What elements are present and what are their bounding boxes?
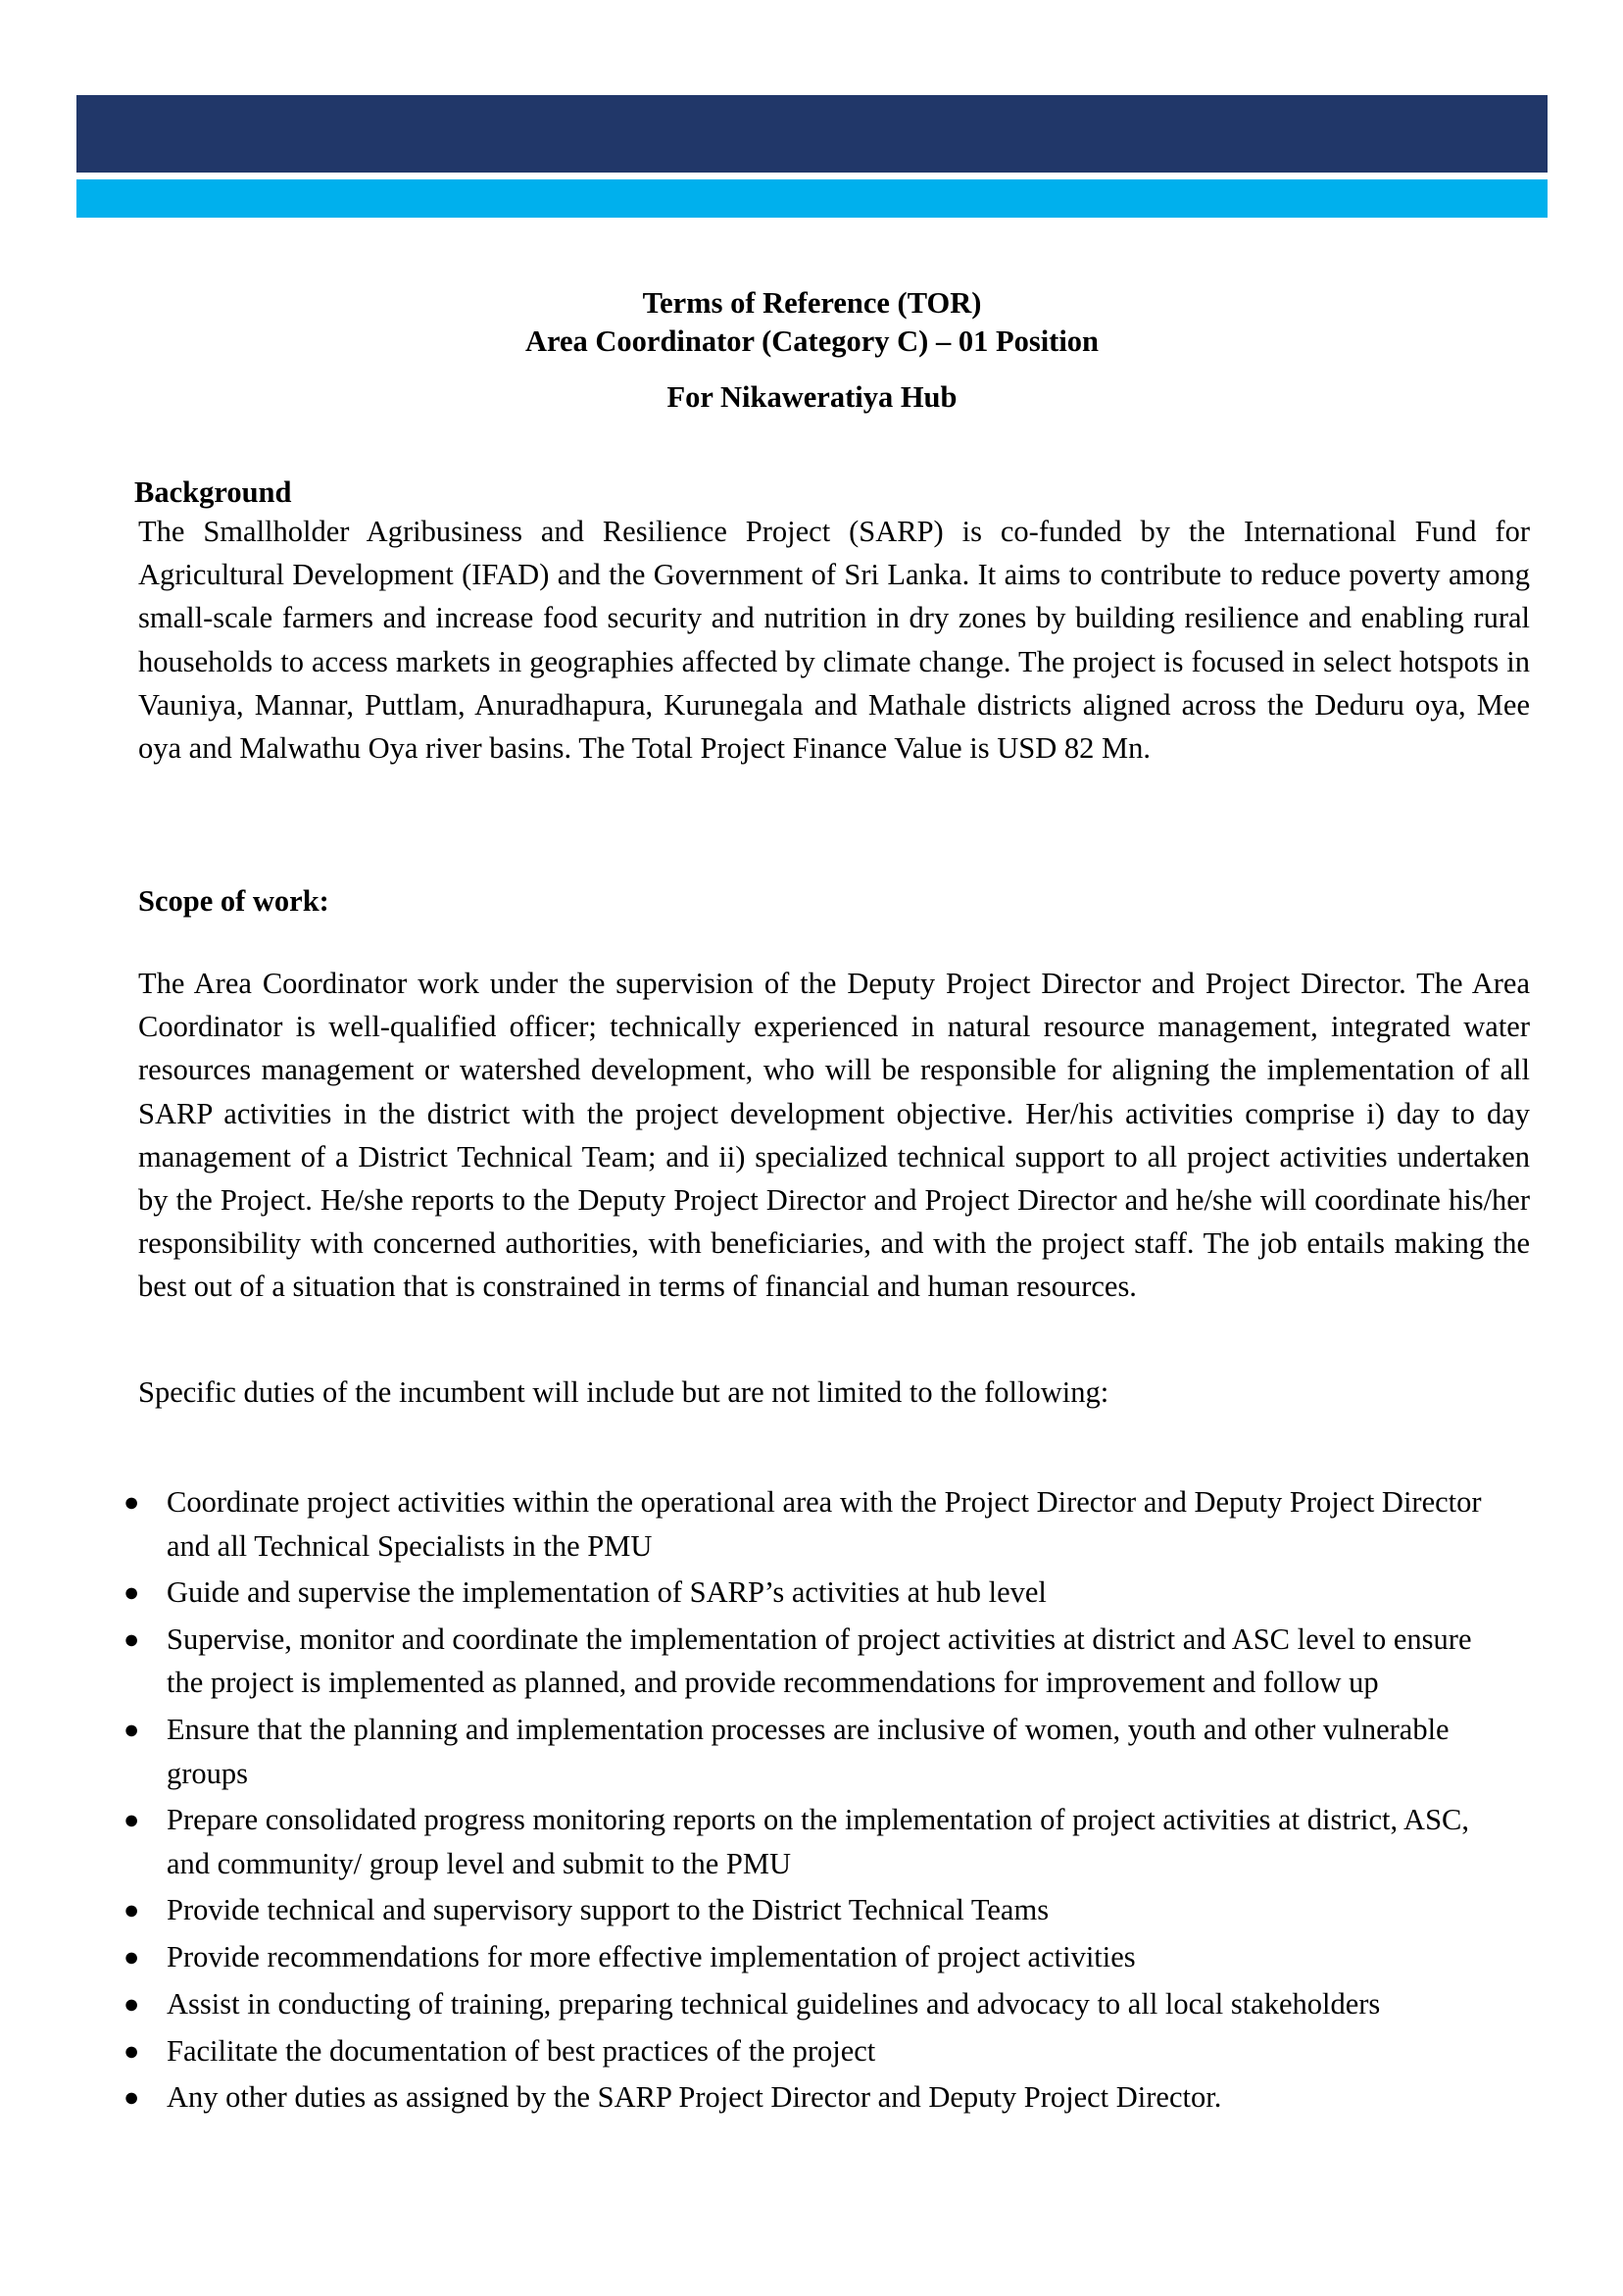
scope-heading: Scope of work: — [138, 884, 329, 918]
header-band-dark — [76, 95, 1548, 173]
duty-text: Supervise, monitor and coordinate the implementation of project activities at district and ASC level to ensure the project is implemented as planned, and provide recommendations for improvement and follow up — [167, 1622, 1472, 1700]
background-paragraph: The Smallholder Agribusiness and Resilience Project (SARP) is co-funded by the International Fund for Agricultural Development (IFAD) and the Government of Sri Lanka. It aims to contribute to reduce poverty among small-scale farmers and increase food security and nutrition in dry zones by building resilience and enabling rural households to access markets in geographies affected by climate change. The project is focused in select hotspots in Vauniya, Mannar, Puttlam, Anuradhapura, Kurunegala and Mathale districts aligned across the Deduru oya, Mee oya and Malwathu Oya river basins. The Total Project Finance Value is USD 82 Mn. — [138, 515, 1530, 766]
bullet-icon: ● — [123, 2035, 140, 2066]
bullet-icon: ● — [123, 1623, 140, 1654]
duty-text: Coordinate project activities within the operational area with the Project Director and Deputy Project Director and all Technical Specialists in the PMU — [167, 1485, 1482, 1563]
duty-text: Prepare consolidated progress monitoring reports on the implementation of project activities at district, ASC, and community/ group level and submit to the PMU — [167, 1803, 1469, 1880]
scope-paragraph: The Area Coordinator work under the supervision of the Deputy Project Director and Project Director. The Area Coordinator is well-qualified officer; technically experienced in natural resource management, integrated water resources management or watershed development, who will be responsible for aligning the implementation of all SARP activities in the district with the project development objective. Her/his activities comprise i) day to day management of a District Technical Team; and ii) specialized technical support to all project activities undertaken by the Project. He/she reports to the Deputy Project Director and Project Director and he/she will coordinate his/her responsibility with concerned authorities, with beneficiaries, and with the project staff. The job entails making the best out of a situation that is constrained in terms of financial and human resources. — [138, 967, 1530, 1304]
duty-text: Provide technical and supervisory support to the District Technical Teams — [167, 1893, 1050, 1927]
duty-text: Provide recommendations for more effective implementation of project activities — [167, 1940, 1136, 1974]
hub-title: For Nikaweratiya Hub — [666, 380, 958, 414]
bullet-icon: ● — [123, 1487, 140, 1517]
position-title: Area Coordinator (Category C) – 01 Position — [524, 324, 1100, 358]
bullet-icon: ● — [123, 1715, 140, 1745]
bullet-icon: ● — [123, 2082, 140, 2113]
list-item — [113, 1935, 1485, 1979]
list-item — [113, 2029, 1485, 2073]
list-item — [113, 2075, 1485, 2120]
list-item — [113, 1618, 1485, 1705]
bullet-icon: ● — [123, 1577, 140, 1608]
specific-duties-intro: Specific duties of the incumbent will include but are not limited to the following: — [138, 1375, 1109, 1409]
header-band-light — [76, 179, 1548, 218]
list-item — [113, 1798, 1485, 1885]
list-item — [113, 1888, 1485, 1932]
duty-text: Ensure that the planning and implementation processes are inclusive of women, youth and other vulnerable groups — [167, 1713, 1450, 1790]
list-item — [113, 1982, 1485, 2026]
duty-text: Guide and supervise the implementation of SARP’s activities at hub level — [167, 1575, 1047, 1610]
duty-text: Assist in conducting of training, preparing technical guidelines and advocacy to all local stakeholders — [167, 1986, 1381, 2021]
bullet-icon: ● — [123, 1895, 140, 1925]
duties-list — [113, 1480, 1485, 2122]
document-title: Terms of Reference (TOR) — [642, 286, 982, 320]
list-item — [113, 1571, 1485, 1615]
background-heading: Background — [134, 475, 292, 509]
bullet-icon: ● — [123, 1988, 140, 2019]
list-item — [113, 1708, 1485, 1795]
duty-text: Any other duties as assigned by the SARP Project Director and Deputy Project Director. — [167, 2080, 1222, 2115]
list-item — [113, 1480, 1485, 1568]
duty-text: Facilitate the documentation of best practices of the project — [167, 2033, 876, 2068]
bullet-icon: ● — [123, 1805, 140, 1835]
bullet-icon: ● — [123, 1942, 140, 1972]
